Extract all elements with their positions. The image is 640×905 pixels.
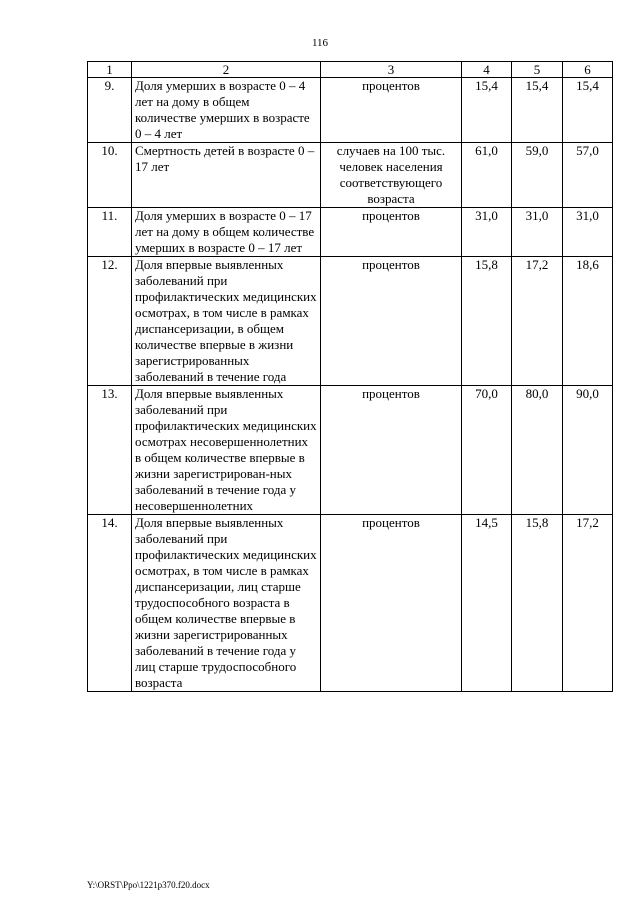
column-header-3: 3 bbox=[321, 62, 462, 78]
column-header-4: 4 bbox=[462, 62, 512, 78]
value-col6: 57,0 bbox=[563, 143, 613, 208]
column-header-1: 1 bbox=[88, 62, 132, 78]
column-header-6: 6 bbox=[563, 62, 613, 78]
indicator-name: Доля впервые выявленных заболеваний при профилактических медицинских осмотрах несовершеннолетних в общем количестве впервые в жизни зарегистрирован-ных заболеваний в течение года у несовершеннолетних bbox=[132, 386, 321, 515]
unit-cell: процентов bbox=[321, 515, 462, 692]
value-col5: 80,0 bbox=[512, 386, 563, 515]
row-number: 9. bbox=[88, 78, 132, 143]
table-row bbox=[88, 78, 613, 143]
value-col6: 90,0 bbox=[563, 386, 613, 515]
value-col5: 31,0 bbox=[512, 208, 563, 257]
table-row bbox=[88, 515, 613, 692]
indicator-name: Доля впервые выявленных заболеваний при профилактических медицинских осмотрах, в том числе в рамках диспансеризации, в общем количестве впервые в жизни зарегистрированных заболеваний в течение года bbox=[132, 257, 321, 386]
value-col5: 17,2 bbox=[512, 257, 563, 386]
table-header-row bbox=[88, 62, 613, 78]
value-col4: 70,0 bbox=[462, 386, 512, 515]
value-col5: 15,4 bbox=[512, 78, 563, 143]
value-col4: 15,8 bbox=[462, 257, 512, 386]
page-number: 116 bbox=[311, 37, 329, 49]
row-number: 11. bbox=[88, 208, 132, 257]
value-col4: 14,5 bbox=[462, 515, 512, 692]
table-row bbox=[88, 257, 613, 386]
unit-cell: процентов bbox=[321, 78, 462, 143]
indicator-name: Смертность детей в возрасте 0 – 17 лет bbox=[132, 143, 321, 208]
indicator-name: Доля умерших в возрасте 0 – 4 лет на дому в общем количестве умерших в возрасте 0 – 4 лет bbox=[132, 78, 321, 143]
value-col6: 15,4 bbox=[563, 78, 613, 143]
table-row bbox=[88, 386, 613, 515]
indicator-name: Доля впервые выявленных заболеваний при профилактических медицинских осмотрах, в том числе в рамках диспансеризации, лиц старше трудоспособного возраста в общем количестве впервые в жизни зарегистрированных заболеваний в течение года у лиц старше трудоспособного возраста bbox=[132, 515, 321, 692]
value-col4: 31,0 bbox=[462, 208, 512, 257]
unit-cell: процентов bbox=[321, 386, 462, 515]
row-number: 12. bbox=[88, 257, 132, 386]
file-path-footer: Y:\ORST\Ppo\1221p370.f20.docx bbox=[87, 880, 210, 890]
row-number: 10. bbox=[88, 143, 132, 208]
unit-cell: процентов bbox=[321, 257, 462, 386]
indicators-table bbox=[87, 61, 613, 692]
row-number: 13. bbox=[88, 386, 132, 515]
value-col4: 15,4 bbox=[462, 78, 512, 143]
value-col5: 59,0 bbox=[512, 143, 563, 208]
table-row bbox=[88, 208, 613, 257]
value-col6: 17,2 bbox=[563, 515, 613, 692]
value-col6: 18,6 bbox=[563, 257, 613, 386]
unit-cell: случаев на 100 тыс. человек населения соответствующего возраста bbox=[321, 143, 462, 208]
row-number: 14. bbox=[88, 515, 132, 692]
value-col6: 31,0 bbox=[563, 208, 613, 257]
column-header-5: 5 bbox=[512, 62, 563, 78]
column-header-2: 2 bbox=[132, 62, 321, 78]
indicator-name: Доля умерших в возрасте 0 – 17 лет на дому в общем количестве умерших в возрасте 0 – 17 лет bbox=[132, 208, 321, 257]
value-col4: 61,0 bbox=[462, 143, 512, 208]
table-row bbox=[88, 143, 613, 208]
value-col5: 15,8 bbox=[512, 515, 563, 692]
unit-cell: процентов bbox=[321, 208, 462, 257]
